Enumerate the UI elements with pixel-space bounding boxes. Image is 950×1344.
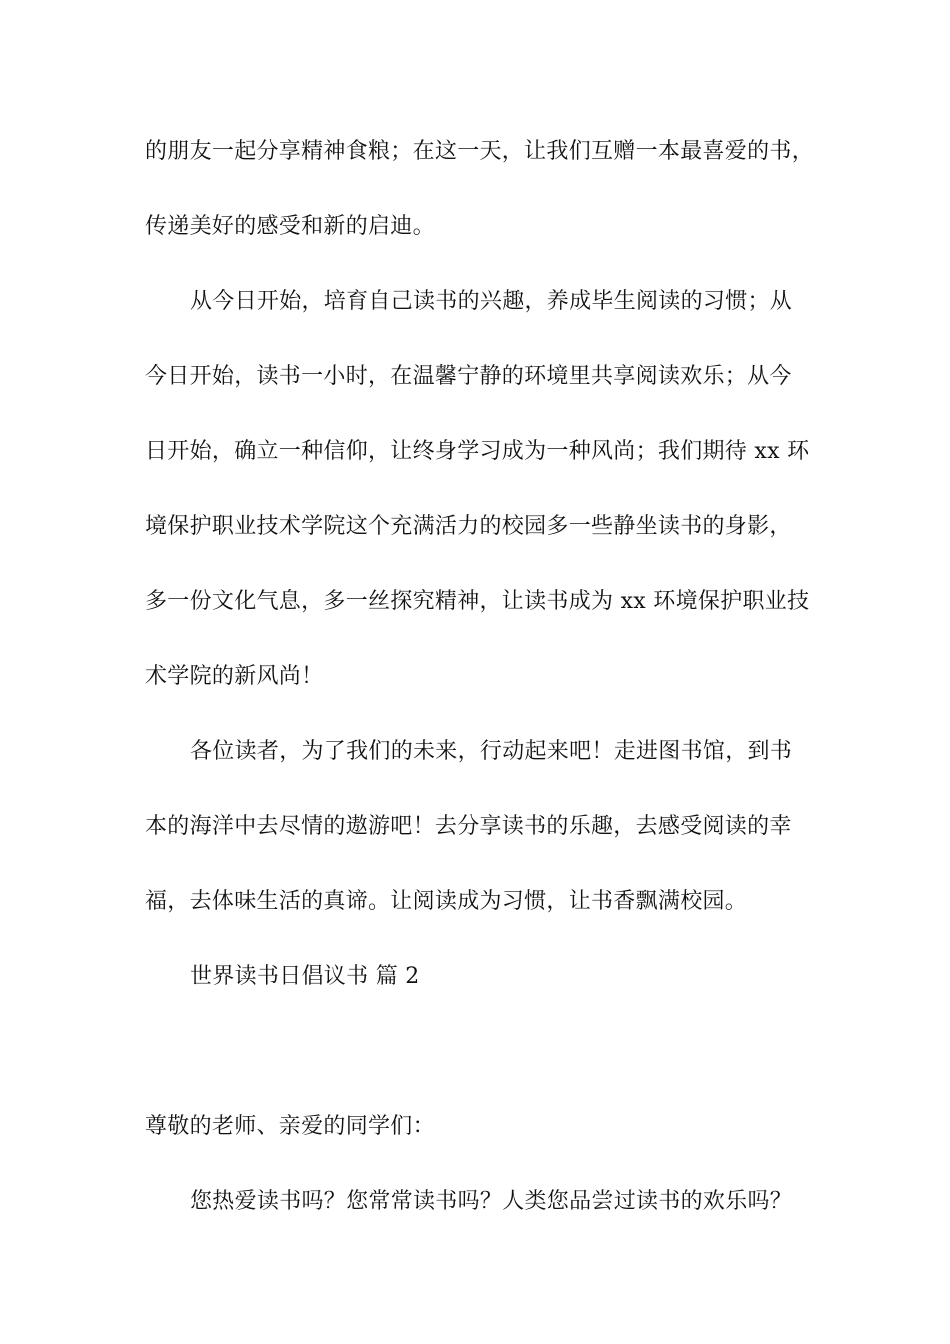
paragraph-line: 本的海洋中去尽情的遨游吧！去分享读书的乐趣，去感受阅读的幸 xyxy=(145,814,792,839)
paragraph-line: 从今日开始，培育自己读书的兴趣，养成毕生阅读的习惯；从 xyxy=(190,289,793,314)
paragraph-line: 境保护职业技术学院这个充满活力的校园多一些静坐读书的身影， xyxy=(145,514,792,539)
paragraph-line: 各位读者，为了我们的未来，行动起来吧！走进图书馆，到书 xyxy=(190,739,793,764)
salutation: 尊敬的老师、亲爱的同学们： xyxy=(145,1114,435,1139)
paragraph-line: 您热爱读书吗？您常常读书吗？人类您品尝过读书的欢乐吗？ xyxy=(190,1189,793,1214)
paragraph-line: 术学院的新风尚！ xyxy=(145,664,324,689)
paragraph-line: 传递美好的感受和新的启迪。 xyxy=(145,214,435,239)
paragraph-line: 福，去体味生活的真谛。让阅读成为习惯，让书香飘满校园。 xyxy=(145,889,748,914)
paragraph-line: 日开始，确立一种信仰，让终身学习成为一种风尚；我们期待 xx 环 xyxy=(145,439,810,464)
paragraph-line: 多一份文化气息，多一丝探究精神，让读书成为 xx 环境保护职业技 xyxy=(145,589,810,614)
paragraph-line: 今日开始，读书一小时，在温馨宁静的环境里共享阅读欢乐；从今 xyxy=(145,364,792,389)
section-heading: 世界读书日倡议书 篇 2 xyxy=(190,964,420,989)
paragraph-line: 的朋友一起分享精神食粮；在这一天，让我们互赠一本最喜爱的书， xyxy=(145,139,815,164)
